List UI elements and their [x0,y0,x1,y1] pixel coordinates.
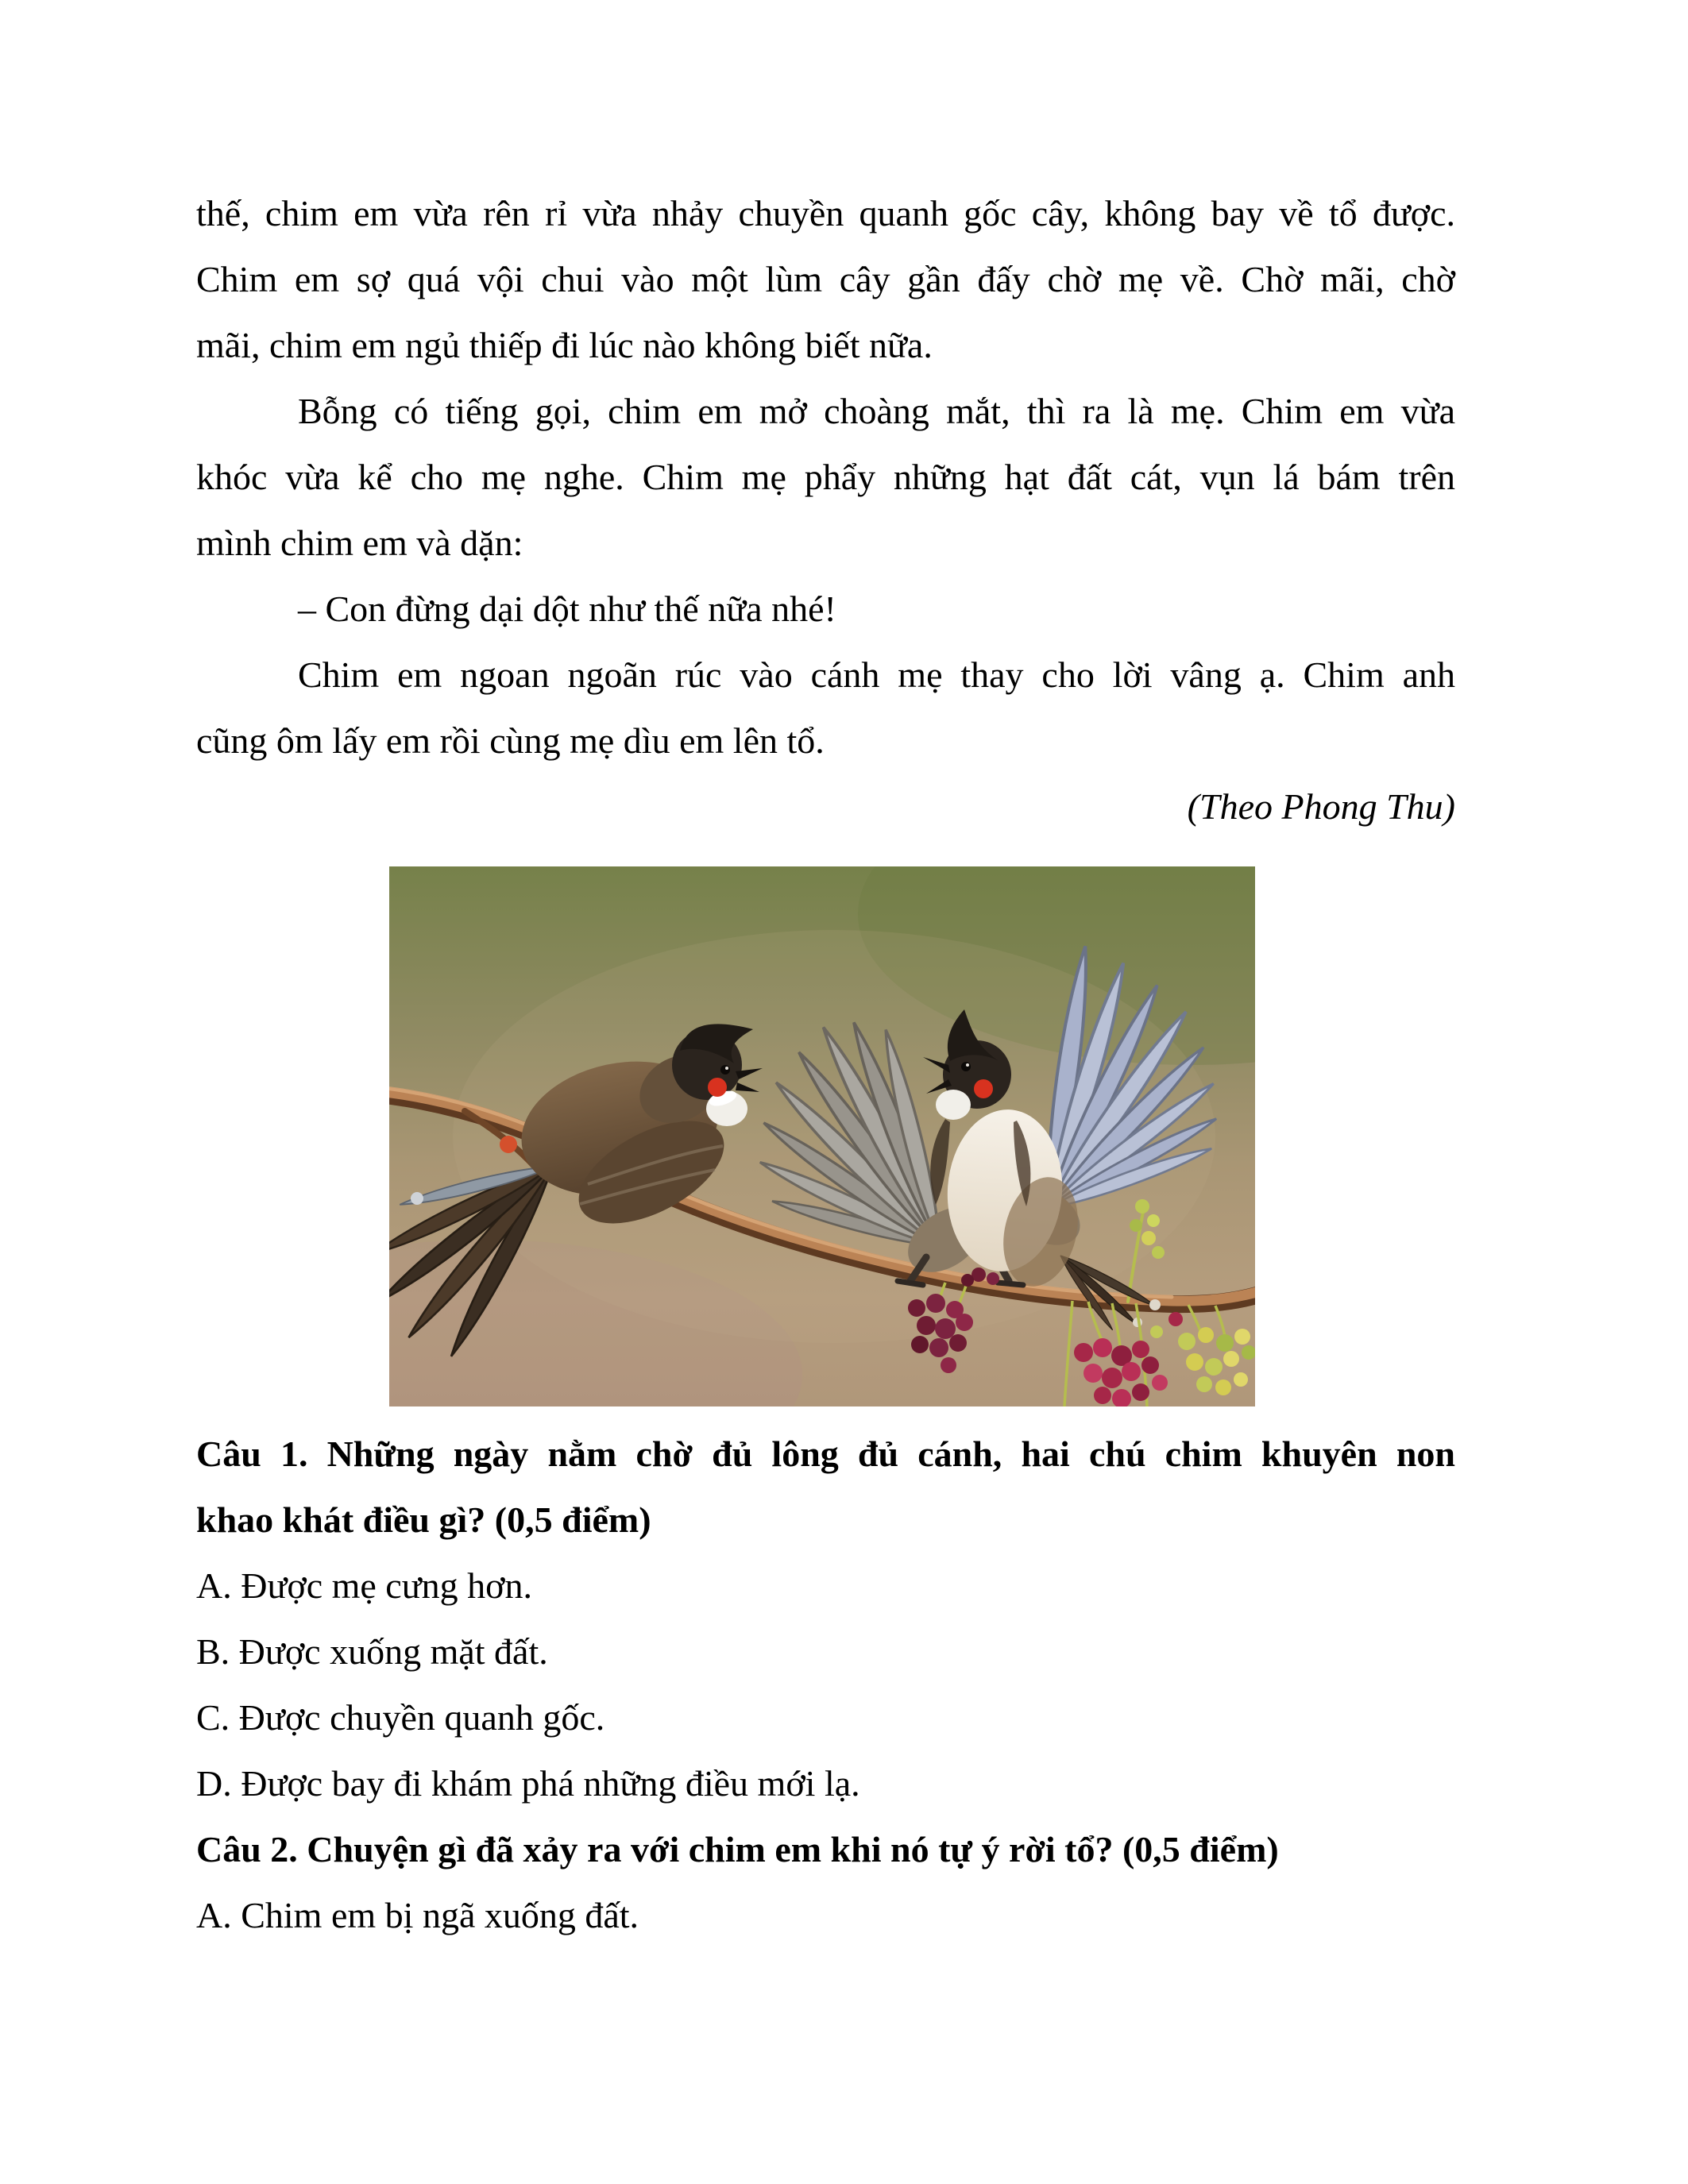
text-line: thế, chim em vừa rên rỉ vừa nhảy chuyền quanh gốc cây, không bay về tổ được. [196,193,1455,233]
paragraph-mother-returns [196,378,1455,576]
text-line: Câu 2. Chuyện gì đã xảy ra với chim em khi nó tự ý rời tổ? (0,5 điểm) [196,1829,1279,1870]
question-1 [196,1421,1455,1816]
text-line: khao khát điều gì? (0,5 điểm) [196,1499,651,1540]
text-line: Bỗng có tiếng gọi, chim em mở choàng mắt, thì ra là mẹ. Chim em vừa [298,391,1455,431]
right-bird-red-whisker [974,1079,993,1098]
right-bird-cheek [936,1090,971,1120]
text-line: cũng ôm lấy em rồi cùng mẹ dìu em lên tổ. [196,720,825,761]
answer-option: B. Được xuống mặt đất. [196,1631,548,1672]
answer-option: D. Được bay đi khám phá những điều mới lạ. [196,1763,860,1804]
text-line: mãi, chim em ngủ thiếp đi lúc nào không biết nữa. [196,325,933,365]
story-illustration [389,866,1255,1406]
text-line: – Con đừng dại dột như thế nữa nhé! [298,588,836,629]
text-line: Chim em sợ quá vội chui vào một lùm cây gần đấy chờ mẹ về. Chờ mãi, chờ [196,259,1455,299]
story-text [196,180,1455,839]
tail-white-tip [411,1192,423,1205]
right-bird-eye [961,1062,971,1071]
attribution [196,774,1455,839]
left-bird-red-whisker [708,1078,727,1097]
left-bird-red-vent [500,1136,517,1153]
birds-photo-image [389,866,1255,1406]
left-bird-eye [720,1065,730,1075]
text-line: Câu 1. Những ngày nằm chờ đủ lông đủ cánh, hai chú chim khuyên non [196,1433,1455,1474]
question-2 [196,1816,1455,1948]
questions-section [196,1421,1455,1948]
text-line: (Theo Phong Thu) [1187,786,1455,827]
paragraph-ending [196,642,1455,774]
text-line: Chim em ngoan ngoãn rúc vào cánh mẹ thay cho lời vâng ạ. Chim anh [298,654,1455,695]
answer-option: A. Chim em bị ngã xuống đất. [196,1895,639,1935]
dialogue-line [196,576,1455,642]
text-line: mình chim em và dặn: [196,523,523,563]
answer-option: A. Được mẹ cưng hơn. [196,1565,532,1606]
answer-option: C. Được chuyền quanh gốc. [196,1697,605,1738]
paragraph-continued [196,180,1455,378]
text-line: khóc vừa kể cho mẹ nghe. Chim mẹ phẩy những hạt đất cát, vụn lá bám trên [196,457,1455,497]
